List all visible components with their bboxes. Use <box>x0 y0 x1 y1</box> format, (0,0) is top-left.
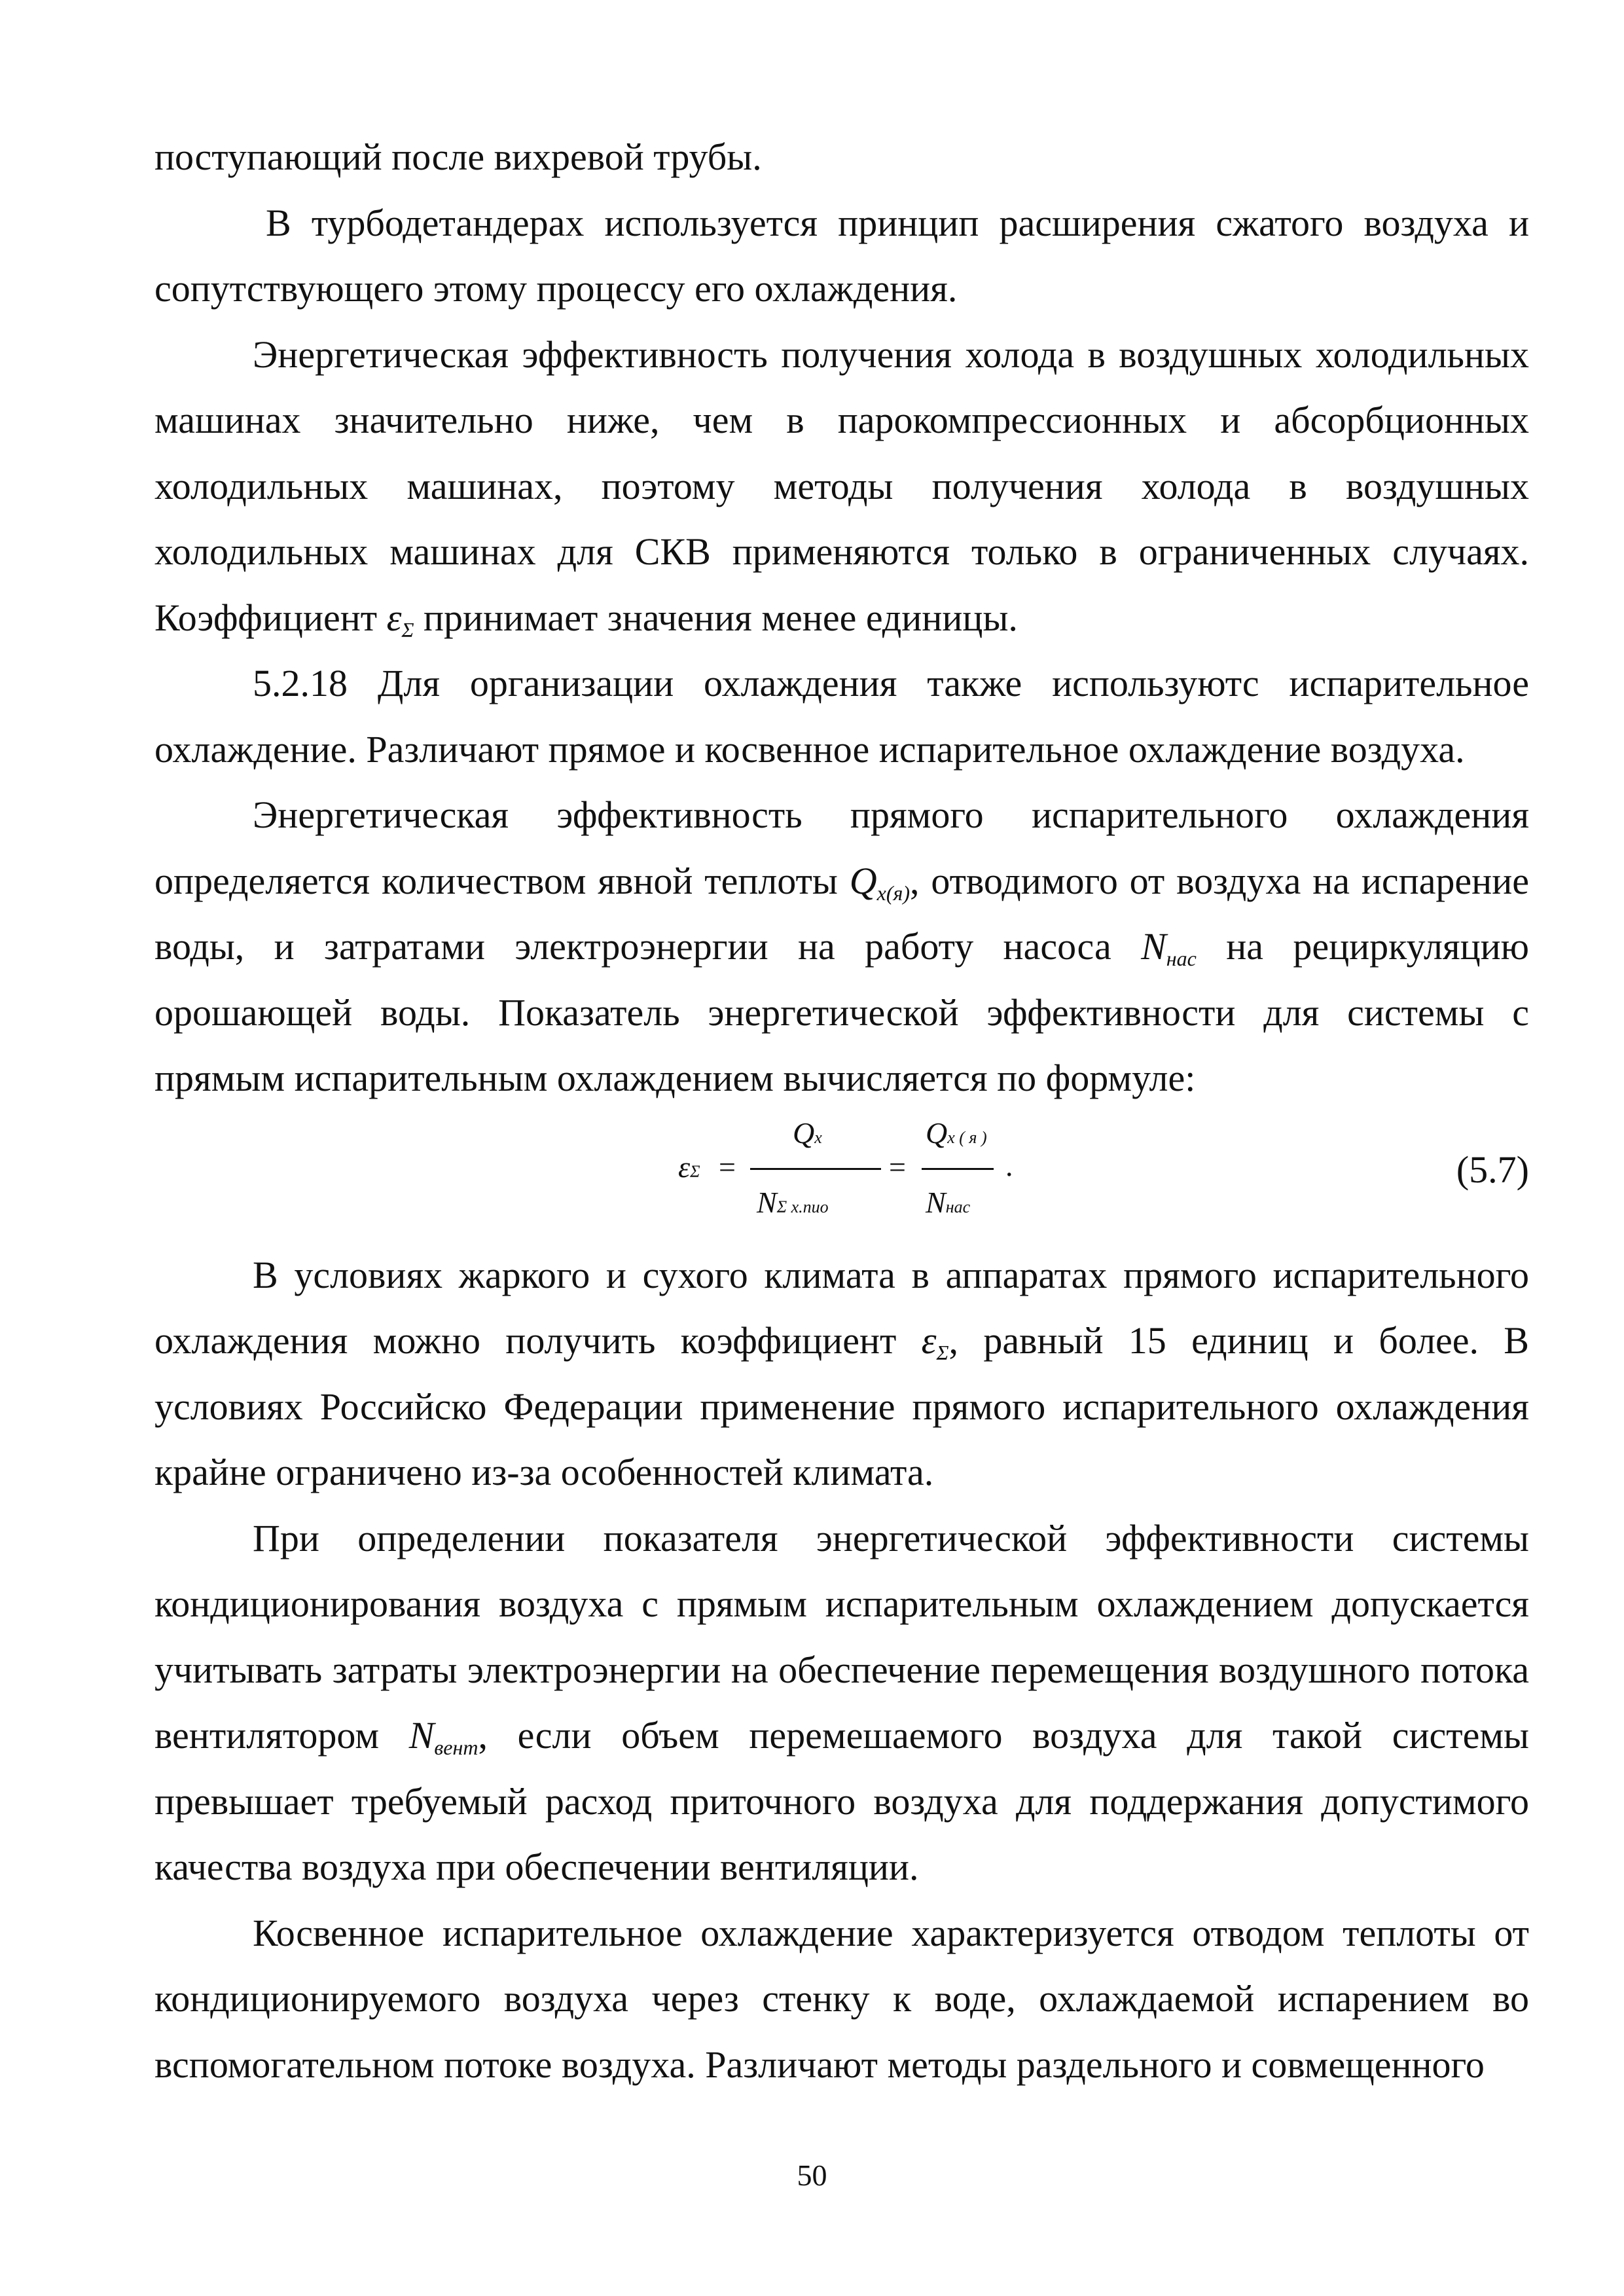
q-heat-symbol: $Q_{x(я)}$ <box>849 859 910 905</box>
paragraph-3 <box>154 322 1529 651</box>
paragraph-1-text: поступающий после вихревой трубы. <box>154 136 762 178</box>
paragraph-7 <box>154 1506 1529 1901</box>
paragraph-6 <box>154 1243 1529 1506</box>
paragraph-2-text: В турбодетандерах используется принцип расширения сжатого воздуха и сопутствующего этому процессу его охлаждения. <box>154 201 1529 310</box>
formula-period: . <box>1005 1148 1013 1182</box>
formula-body <box>678 1112 1202 1243</box>
paragraph-2 <box>154 191 1529 322</box>
paragraph-6-text-a: В условиях жаркого и сухого климата в аппаратах прямого испарительного охлаждения можно получить коэффициент <box>154 1253 1529 1362</box>
paragraph-8-text: Косвенное испарительное охлаждение характеризуется отводом теплоты от кондиционируемого воздуха через стенку к воде, охлаждаемой испарением во вспомогательном потоке воздуха. Различают методы раздельного и совмещенного <box>154 1911 1529 2086</box>
document-page <box>154 124 1529 2098</box>
paragraph-3-text-b: принимает значения менее единицы. <box>424 596 1018 639</box>
paragraph-4-text: 5.2.18 Для организации охлаждения также используютс испарительное охлаждение. Различают прямое и косвенное испарительное охлаждение воздуха. <box>154 662 1529 771</box>
formula-equals-1: = <box>719 1150 736 1184</box>
paragraph-7-text-a: При определении показателя энергетической эффективности системы кондиционирования воздуха с прямым испарительным охлаждением допускается учитывать затраты электроэнергии на обеспечение перемещения воздушного потока вентилятором <box>154 1516 1529 1757</box>
formula-denominator-1: NΣ x.пио <box>757 1185 829 1219</box>
n-pump-symbol: $N_{нас}$ <box>1141 925 1197 970</box>
formula-numerator-2: Qx ( я ) <box>926 1116 987 1150</box>
n-fan-symbol: $N_{вент}$ <box>408 1714 478 1759</box>
formula-denominator-2: Nнас <box>926 1185 971 1219</box>
paragraph-6-text-b: , равный 15 единиц и более. В условиях Российско Федерации применение прямого испарительного охлаждения крайне ограничено из-за особенностей климата. <box>154 1319 1529 1493</box>
paragraph-1 <box>154 124 1529 191</box>
formula-equals-2: = <box>889 1150 906 1184</box>
formula-lhs: εΣ <box>678 1150 700 1184</box>
paragraph-8 <box>154 1901 1529 2098</box>
equation-5-7 <box>154 1112 1529 1243</box>
paragraph-3-text-a: Энергетическая эффективность получения холода в воздушных холодильных машинах значительно ниже, чем в парокомпрессионных и абсорбционных холодильных машинах, поэтому методы получения холода в воздушных холодильных машинах для СКВ применяются только в ограниченных случаях. Коэффициент <box>154 333 1529 639</box>
epsilon-sigma-symbol: $\varepsilon_\Sigma$ <box>386 596 414 642</box>
paragraph-5 <box>154 782 1529 1112</box>
paragraph-5-text-a: Энергетическая эффективность прямого испарительного охлаждения определяется количеством явной теплоты <box>154 793 1529 902</box>
equation-number: (5.7) <box>1456 1148 1529 1191</box>
paragraph-5-text-c: на рециркуляцию орошающей воды. Показатель энергетической эффективности для системы с прямым испарительным охлаждением вычисляется по формуле: <box>154 925 1529 1099</box>
paragraph-4 <box>154 651 1529 782</box>
fraction-bar-1 <box>750 1168 881 1170</box>
page-number: 50 <box>797 2159 827 2192</box>
epsilon-sigma-symbol-2: $\varepsilon_\Sigma$ <box>921 1319 949 1364</box>
fraction-bar-2 <box>922 1168 994 1170</box>
paragraph-5-text-b: , отводимого от воздуха на испарение воды, и затратами электроэнергии на работу насоса <box>154 859 1529 968</box>
paragraph-7-text-b: , если объем перемешаемого воздуха для такой системы превышает требуемый расход приточного воздуха для поддержания допустимого качества воздуха при обеспечении вентиляции. <box>154 1714 1529 1888</box>
formula-numerator-1: Qx <box>793 1116 822 1150</box>
